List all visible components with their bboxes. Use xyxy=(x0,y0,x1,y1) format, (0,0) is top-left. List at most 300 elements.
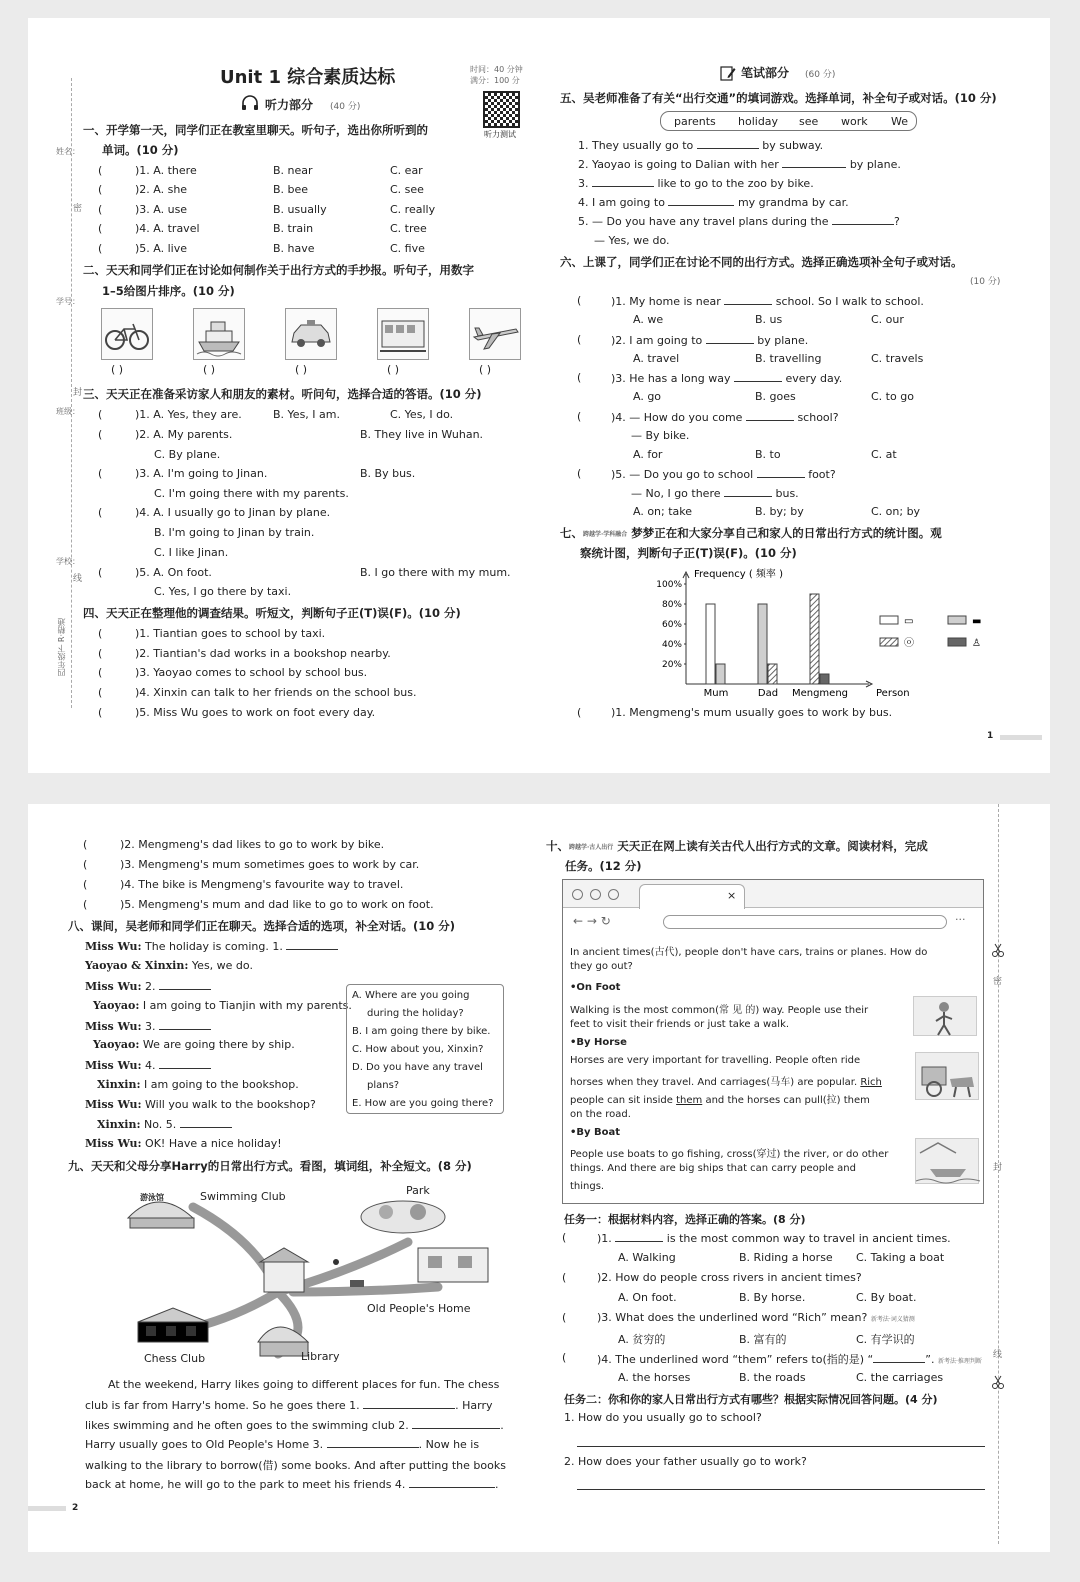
bike-icon: ⓞ xyxy=(904,638,914,649)
task2-q1: 1. How do you usually go to school? xyxy=(564,1411,762,1424)
q9-text: Harry usually goes to Old People's Home 3. xyxy=(85,1438,324,1451)
speaker: Xinxin: xyxy=(97,1078,141,1091)
heading-on-foot: •On Foot xyxy=(570,982,621,993)
q5-title: 五、吴老师准备了有关“出行交通”的填词游戏。选择单词，补全句子或对话。(10 分) xyxy=(560,91,997,105)
listening-header: 听力部分 xyxy=(265,98,314,112)
q1-row-c: C. five xyxy=(390,242,425,255)
task1-q3-opt-b: B. 富有的 xyxy=(739,1333,787,1346)
q1-title: 一、开学第一天，同学们正在教室里聊天。听句子，选出你所听到的 xyxy=(83,123,428,137)
q6-2[interactable] xyxy=(611,333,808,347)
writing-points: (60 分) xyxy=(805,70,836,80)
q6-4-blank[interactable] xyxy=(746,410,794,421)
task1-q2-opt-a: A. On foot. xyxy=(618,1291,677,1304)
q5-sentence-1 xyxy=(578,138,823,152)
q6-1-blank[interactable] xyxy=(724,294,772,305)
browser-window xyxy=(562,879,984,1204)
exam-page-1 xyxy=(28,18,1050,773)
travel-frequency-chart xyxy=(624,566,982,701)
tab-close-icon[interactable]: × xyxy=(727,889,737,902)
q6-5-opt-b: B. by; by xyxy=(755,505,804,518)
q1-title-2: 单词。(10 分) xyxy=(102,143,179,157)
q1-row-c: C. really xyxy=(390,203,436,216)
dialogue-text: No. 5. xyxy=(144,1118,177,1131)
by-horse-text: Horses are very important for travelling. People often ride xyxy=(570,1055,861,1066)
q10-tag: 跨越学·古人出行 xyxy=(569,844,614,851)
page-number: 1 xyxy=(987,731,994,741)
q1-row-b: B. near xyxy=(273,164,313,177)
carriage-illustration xyxy=(915,1052,979,1100)
car-icon: ▬ xyxy=(972,616,982,627)
q8-option-e[interactable]: E. How are you going there? xyxy=(352,1098,494,1109)
q8-option-c[interactable]: C. How about you, Xinxin? xyxy=(352,1044,484,1055)
q5-sentence-3 xyxy=(578,176,814,190)
q2-title: 二、天天和同学们正在讨论如何制作关于出行方式的手抄报。听句子，用数字 xyxy=(83,263,474,277)
q6-4-reply: — By bike. xyxy=(631,429,690,442)
q1-row-a[interactable]: )5. A. live xyxy=(135,242,187,255)
q2-answer-paren[interactable]: ( ) xyxy=(203,363,216,376)
q6-3[interactable] xyxy=(611,371,842,385)
q1-row-a[interactable]: )1. A. there xyxy=(135,164,197,177)
scissors-icon xyxy=(991,942,1005,961)
q2-answer-paren[interactable]: ( ) xyxy=(479,363,492,376)
plane-icon xyxy=(470,309,520,359)
paren: ( xyxy=(577,706,582,719)
side-mark-feng: 封 xyxy=(73,388,83,398)
by-horse-text-b: people can sit inside xyxy=(570,1095,673,1106)
exam-page-2 xyxy=(28,804,1050,1552)
q5-sentence-5 xyxy=(578,214,900,228)
by-horse-text-a: horses when they travel. And carriages(马车) are popular. xyxy=(570,1077,858,1088)
q6-5[interactable] xyxy=(611,467,836,481)
q1-row-b: B. bee xyxy=(273,183,309,196)
q6-5-blank-2[interactable] xyxy=(724,486,772,497)
q8-blank-4[interactable] xyxy=(159,1058,211,1069)
q8-line-4 xyxy=(93,999,352,1012)
y-tick-label: 60% xyxy=(661,620,682,630)
q5-sentence-2 xyxy=(578,157,901,171)
task1-q4-opt-a: A. the horses xyxy=(618,1371,691,1384)
q1-row-a[interactable]: )3. A. use xyxy=(135,203,188,216)
swimming-club-label: Swimming Club xyxy=(200,1190,286,1203)
town-map-illustration xyxy=(118,1182,498,1368)
dialogue-text: 2. xyxy=(145,980,156,993)
paren: ( xyxy=(83,898,88,911)
q5-3-text-b: like to go to the zoo by bike. xyxy=(657,177,814,190)
q5-5-text: 5. — Do you have any travel plans during the xyxy=(578,215,829,228)
q7-item[interactable]: )3. Mengmeng's mum sometimes goes to work by car. xyxy=(120,858,420,871)
task2-answer-line-1[interactable] xyxy=(577,1446,985,1447)
q5-2-text: 2. Yaoyao is going to Dalian with her xyxy=(578,158,779,171)
q7-item[interactable]: )4. The bike is Mengmeng's favourite way to travel. xyxy=(120,878,404,891)
q9-text: . xyxy=(500,1419,504,1432)
q3-4-c: C. I like Jinan. xyxy=(154,546,229,559)
q4-item[interactable]: )4. Xinxin can talk to her friends on the school bus. xyxy=(135,686,417,699)
task1-q1-opt-c: C. Taking a boat xyxy=(856,1251,945,1264)
bike-picture xyxy=(101,308,153,360)
q7-tag: 跨越学·学科融合 xyxy=(583,531,628,538)
on-foot-text: Walking is the most common(常 见 的) way. People use their xyxy=(570,1005,869,1016)
q3-3-b: B. By bus. xyxy=(360,467,416,480)
q6-1-opt-a: A. we xyxy=(633,313,664,326)
q3-2-a[interactable]: )2. A. My parents. xyxy=(135,428,233,441)
q6-3-opt-c: C. to go xyxy=(871,390,914,403)
q2-answer-paren[interactable]: ( ) xyxy=(111,363,124,376)
underlined-rich: Rich xyxy=(860,1077,882,1088)
q2-title-2: 1–5给图片排序。(10 分) xyxy=(102,284,235,298)
x-tick-label: Mengmeng xyxy=(791,688,849,699)
dialogue-text: Yes, we do. xyxy=(191,959,253,972)
paren: ( xyxy=(98,706,103,719)
q4-item[interactable]: )3. Yaoyao comes to school by school bus. xyxy=(135,666,368,679)
task1-q1[interactable] xyxy=(597,1231,951,1245)
side-name-label: 姓名： xyxy=(56,147,80,156)
bar-mum-car xyxy=(716,664,725,684)
page-number-bar xyxy=(1000,735,1042,740)
q5-4-text-b: my grandma by car. xyxy=(737,196,849,209)
listening-points: (40 分) xyxy=(330,102,361,112)
q3-3-a[interactable]: )3. A. I'm going to Jinan. xyxy=(135,467,268,480)
q3-5-b: B. I go there with my mum. xyxy=(360,566,511,579)
qr-code[interactable] xyxy=(483,91,520,128)
q6-4-text: )4. — How do you come xyxy=(611,411,743,424)
heading-by-boat: •By Boat xyxy=(570,1127,621,1138)
dialogue-text: We are going there by ship. xyxy=(142,1038,295,1051)
word-bank-item[interactable]: parents xyxy=(674,115,716,128)
car-icon xyxy=(286,309,336,359)
q3-1-a[interactable]: )1. A. Yes, they are. xyxy=(135,408,242,421)
q3-1-b: B. Yes, I am. xyxy=(273,408,340,421)
q3-2-b: B. They live in Wuhan. xyxy=(360,428,484,441)
q8-option-a[interactable]: A. Where are you going xyxy=(352,990,470,1001)
train-picture xyxy=(377,308,429,360)
binding-line xyxy=(998,804,999,1544)
q6-1[interactable] xyxy=(611,294,924,308)
q9-blank-4[interactable] xyxy=(409,1477,495,1488)
pool-sign: 游泳馆 xyxy=(140,1193,164,1202)
task1-q4-text: )4. The underlined word “them” refers to(指的是) “ xyxy=(597,1353,874,1366)
q1-row-b: B. train xyxy=(273,222,314,235)
q8-line-7 xyxy=(85,1058,211,1072)
q6-1-text-b: school. So I walk to school. xyxy=(775,295,924,308)
word-bank-item[interactable]: work xyxy=(841,115,868,128)
q6-points: (10 分) xyxy=(970,277,1001,287)
swimming-pool-building xyxy=(128,1202,194,1228)
paren: ( xyxy=(577,467,582,480)
paren: ( xyxy=(577,333,582,346)
q3-3-c: C. I'm going there with my parents. xyxy=(154,487,349,500)
q2-answer-paren[interactable]: ( ) xyxy=(387,363,400,376)
q6-5-reply-text-b: bus. xyxy=(775,487,799,500)
q9-passage-line-2 xyxy=(85,1398,493,1412)
q5-3-blank[interactable] xyxy=(592,176,654,187)
side-mark-xian: 线 xyxy=(993,1350,1003,1360)
task1-q2[interactable]: )2. How do people cross rivers in ancient times? xyxy=(597,1271,862,1284)
park-illustration xyxy=(361,1201,445,1233)
q8-title: 八、课间，吴老师和同学们正在聊天。选择合适的选项，补全对话。(10 分) xyxy=(68,919,456,933)
q5-4-blank[interactable] xyxy=(668,195,734,206)
q6-1-text: )1. My home is near xyxy=(611,295,721,308)
word-bank-item[interactable]: see xyxy=(799,115,819,128)
q6-3-opt-a: A. go xyxy=(633,390,662,403)
task1-q3-tag: 新考法·词义猜测 xyxy=(870,1315,915,1323)
q6-3-text: )3. He has a long way xyxy=(611,372,731,385)
q3-4-b: B. I'm going to Jinan by train. xyxy=(154,526,315,539)
park-label: Park xyxy=(406,1184,430,1197)
side-brand: 四年级下 R·精通 xyxy=(57,618,66,677)
legend-swatch-bike xyxy=(880,638,898,646)
legend-swatch-car xyxy=(948,616,966,624)
walking-person xyxy=(333,1259,339,1265)
bar-dad-car xyxy=(758,604,767,684)
side-class-label: 班级： xyxy=(56,407,80,416)
q5-2-blank[interactable] xyxy=(782,157,846,168)
q4-title: 四、天天正在整理他的调查结果。听短文，判断句子正(T)误(F)。(10 分) xyxy=(83,606,461,620)
speaker: Miss Wu: xyxy=(85,1137,142,1150)
dialogue-text: I am going to the bookshop. xyxy=(144,1078,299,1091)
browser-nav-icons[interactable]: ← → ↻ xyxy=(573,914,611,928)
task1-q2-opt-c: C. By boat. xyxy=(856,1291,917,1304)
q9-passage-line-5: walking to the library to borrow(借) some books. And after putting the books xyxy=(85,1459,506,1472)
page-title: Unit 1 综合素质达标 xyxy=(220,67,396,88)
paren: ( xyxy=(98,408,103,421)
paren: ( xyxy=(83,838,88,851)
q6-5-opt-a: A. on; take xyxy=(633,505,693,518)
task2-q2: 2. How does your father usually go to work? xyxy=(564,1455,807,1468)
q5-5-blank[interactable] xyxy=(832,214,894,225)
plane-picture xyxy=(469,308,521,360)
q7-item-1[interactable]: )1. Mengmeng's mum usually goes to work by bus. xyxy=(611,706,893,719)
q9-blank-1[interactable] xyxy=(363,1398,455,1409)
q6-4-opt-c: C. at xyxy=(871,448,897,461)
q5-1-text-b: by subway. xyxy=(762,139,824,152)
q8-blank-2[interactable] xyxy=(159,979,211,990)
side-id-label: 学号： xyxy=(56,297,80,306)
q1-row-a[interactable]: )2. A. she xyxy=(135,183,188,196)
train-icon xyxy=(378,309,428,359)
q8-blank-3[interactable] xyxy=(159,1019,211,1030)
task1-q1-opt-a: A. Walking xyxy=(618,1251,676,1264)
q6-5-reply-text: — No, I go there xyxy=(631,487,721,500)
speaker: Yaoyao: xyxy=(93,999,140,1012)
q6-3-text-b: every day. xyxy=(785,372,843,385)
q3-title: 三、天天正在准备采访家人和朋友的素材。听问句，选择合适的答语。(10 分) xyxy=(83,387,482,401)
q8-line-1 xyxy=(85,939,338,953)
qr-label: 听力测试 xyxy=(484,130,516,139)
page-number: 2 xyxy=(72,1503,79,1513)
paren: ( xyxy=(98,666,103,679)
paren: ( xyxy=(98,647,103,660)
q7-number: 七、 xyxy=(560,526,583,540)
q6-5-text-b: foot? xyxy=(808,468,836,481)
q6-5-text: )5. — Do you go to school xyxy=(611,468,754,481)
by-horse-text xyxy=(570,1073,882,1088)
q9-passage-line-1: At the weekend, Harry likes going to different places for fun. The chess xyxy=(108,1378,500,1391)
q10-title xyxy=(546,838,928,854)
q1-row-c: C. see xyxy=(390,183,424,196)
paren: ( xyxy=(98,467,103,480)
side-mark-xian: 线 xyxy=(73,574,83,584)
by-horse-text: on the road. xyxy=(570,1109,631,1120)
speaker: Xinxin: xyxy=(97,1118,141,1131)
q3-2-c: C. By plane. xyxy=(154,448,221,461)
side-school-label: 学校： xyxy=(56,557,80,566)
q8-line-6 xyxy=(93,1038,295,1051)
task1-q2-opt-b: B. By horse. xyxy=(739,1291,806,1304)
q4-item[interactable]: )5. Miss Wu goes to work on foot every day. xyxy=(135,706,376,719)
q9-text: club is far from Harry's home. So he goes there 1. xyxy=(85,1399,360,1412)
paren: ( xyxy=(98,627,103,640)
q8-blank-1[interactable] xyxy=(286,939,338,950)
q8-option-d[interactable]: D. Do you have any travel xyxy=(352,1062,483,1073)
q6-5-reply xyxy=(631,486,799,500)
q6-4-opt-b: B. to xyxy=(755,448,781,461)
car-picture xyxy=(285,308,337,360)
paren: ( xyxy=(83,858,88,871)
q6-3-blank[interactable] xyxy=(734,371,782,382)
task1-q4-blank[interactable] xyxy=(873,1352,925,1363)
q10-number: 十、 xyxy=(546,839,569,853)
legend-swatch-on-foot xyxy=(948,638,966,646)
score-label: 满分：100 分 xyxy=(470,76,520,85)
q6-2-opt-a: A. travel xyxy=(633,352,680,365)
paren: ( xyxy=(98,428,103,441)
y-tick-label: 100% xyxy=(656,580,682,590)
q9-blank-3[interactable] xyxy=(327,1437,419,1448)
side-mark-feng: 封 xyxy=(993,1163,1003,1173)
task1-q4-opt-b: B. the roads xyxy=(739,1371,806,1384)
paren: ( xyxy=(562,1231,567,1244)
x-axis-label: Person xyxy=(876,688,910,699)
y-tick-label: 20% xyxy=(661,660,682,670)
old-peoples-home-building xyxy=(418,1248,488,1282)
q5-2-text-b: by plane. xyxy=(849,158,901,171)
window-dot-icon[interactable] xyxy=(590,889,601,900)
q5-3-text: 3. xyxy=(578,177,589,190)
x-tick-label: Dad xyxy=(757,688,779,699)
window-dot-icon[interactable] xyxy=(572,889,583,900)
boat-illustration xyxy=(915,1138,979,1184)
q5-4-text: 4. I am going to xyxy=(578,196,665,209)
task1-q3[interactable] xyxy=(597,1311,915,1324)
y-tick-label: 80% xyxy=(661,600,682,610)
q1-row: ( xyxy=(98,183,103,196)
task1-q4[interactable] xyxy=(597,1351,982,1367)
word-bank-item[interactable]: We xyxy=(891,115,908,128)
q7-item[interactable]: )5. Mengmeng's mum and dad like to go to work on foot. xyxy=(120,898,434,911)
task2-answer-line-2[interactable] xyxy=(577,1489,985,1490)
q8-line-10 xyxy=(97,1117,232,1131)
q9-text: likes swimming and he often goes to the swimming club 2. xyxy=(85,1419,409,1432)
dialogue-text: 4. xyxy=(145,1059,156,1072)
q9-text: . Now he is xyxy=(418,1438,480,1451)
q6-4[interactable] xyxy=(611,410,839,424)
q7-item[interactable]: )2. Mengmeng's dad likes to go to work by bike. xyxy=(120,838,385,851)
q6-5-blank[interactable] xyxy=(757,467,805,478)
q8-blank-5[interactable] xyxy=(180,1117,232,1128)
more-menu-icon[interactable]: ··· xyxy=(955,913,966,926)
side-mark-mi: 密 xyxy=(73,204,83,214)
q3-1-c: C. Yes, I do. xyxy=(390,408,454,421)
q8-option-a-cont: during the holiday? xyxy=(367,1008,464,1019)
article-intro-2: they go out? xyxy=(570,961,633,972)
q9-text: . xyxy=(494,1478,499,1491)
q6-5-opt-c: C. on; by xyxy=(871,505,921,518)
q9-text: back at home, he will go to the park to meet his friends 4. xyxy=(85,1478,406,1491)
q1-row-c: C. tree xyxy=(390,222,427,235)
q1-row-c: C. ear xyxy=(390,164,423,177)
by-boat-text: things. And there are big ships that can carry people and xyxy=(570,1163,856,1174)
paren: ( xyxy=(577,294,582,307)
dialogue-text: OK! Have a nice holiday! xyxy=(145,1137,282,1150)
q4-item[interactable]: )1. Tiantian goes to school by taxi. xyxy=(135,627,326,640)
bar-mengmeng-on-foot xyxy=(820,674,829,684)
q9-passage-line-4 xyxy=(85,1437,479,1451)
q3-4-a[interactable]: )4. A. I usually go to Jinan by plane. xyxy=(135,506,331,519)
q1-row-a[interactable]: )4. A. travel xyxy=(135,222,200,235)
by-boat-text: People use boats to go fishing, cross(穿过) the river, or do other xyxy=(570,1149,889,1160)
word-bank-item[interactable]: holiday xyxy=(738,115,779,128)
q6-3-opt-b: B. goes xyxy=(755,390,796,403)
scissors-icon xyxy=(991,1374,1005,1393)
q3-5-a[interactable]: )5. A. On foot. xyxy=(135,566,212,579)
headphone-icon xyxy=(241,95,259,115)
q6-1-opt-b: B. us xyxy=(755,313,783,326)
speaker: Miss Wu: xyxy=(85,1098,142,1111)
q7-title xyxy=(560,525,942,541)
binding-line xyxy=(71,78,72,708)
q4-item[interactable]: )2. Tiantian's dad works in a bookshop nearby. xyxy=(135,647,391,660)
home-building xyxy=(260,1248,308,1292)
walking-icon: ♙ xyxy=(972,638,981,649)
task1-q1-text: )1. xyxy=(597,1232,612,1245)
q8-line-3 xyxy=(85,979,211,993)
q9-passage-line-6 xyxy=(85,1477,498,1491)
q9-blank-2[interactable] xyxy=(412,1418,500,1429)
q8-line-9 xyxy=(85,1098,316,1111)
dialogue-text: 3. xyxy=(145,1020,156,1033)
q6-4-text-b: school? xyxy=(797,411,839,424)
task-1-title: 任务一：根据材料内容，选择正确的答案。(8 分) xyxy=(564,1213,806,1226)
q8-option-b[interactable]: B. I am going there by bike. xyxy=(352,1026,491,1037)
y-tick-label: 40% xyxy=(661,640,682,650)
q5-1-blank[interactable] xyxy=(697,138,759,149)
q6-2-blank[interactable] xyxy=(706,333,754,344)
task1-q1-blank[interactable] xyxy=(615,1231,663,1242)
on-foot-text: feet to visit their friends or just take a walk. xyxy=(570,1019,790,1030)
bar-mengmeng-bike xyxy=(810,594,819,684)
time-label: 时间：40 分钟 xyxy=(470,65,523,74)
q6-2-text: )2. I am going to xyxy=(611,334,703,347)
q6-title: 六、上课了，同学们正在讨论不同的出行方式。选择正确选项补全句子或对话。 xyxy=(560,255,963,269)
q5-sentence-4 xyxy=(578,195,849,209)
address-bar[interactable] xyxy=(663,915,947,929)
legend-swatch-bus xyxy=(880,616,898,624)
paren: ( xyxy=(98,686,103,699)
paren: ( xyxy=(577,410,582,423)
ship-picture xyxy=(193,308,245,360)
q1-row-b: B. have xyxy=(273,242,315,255)
q6-2-text-b: by plane. xyxy=(757,334,809,347)
q2-answer-paren[interactable]: ( ) xyxy=(295,363,308,376)
page-number-bar xyxy=(28,1506,66,1511)
side-mark-mi: 密 xyxy=(993,977,1003,987)
q9-text: . Harry xyxy=(455,1399,493,1412)
paren: ( xyxy=(562,1351,567,1364)
q3-5-c: C. Yes, I go there by taxi. xyxy=(154,585,292,598)
task1-q4-text-b: ”. xyxy=(925,1353,935,1366)
window-dot-icon[interactable] xyxy=(608,889,619,900)
writing-header: 笔试部分 xyxy=(741,66,790,80)
